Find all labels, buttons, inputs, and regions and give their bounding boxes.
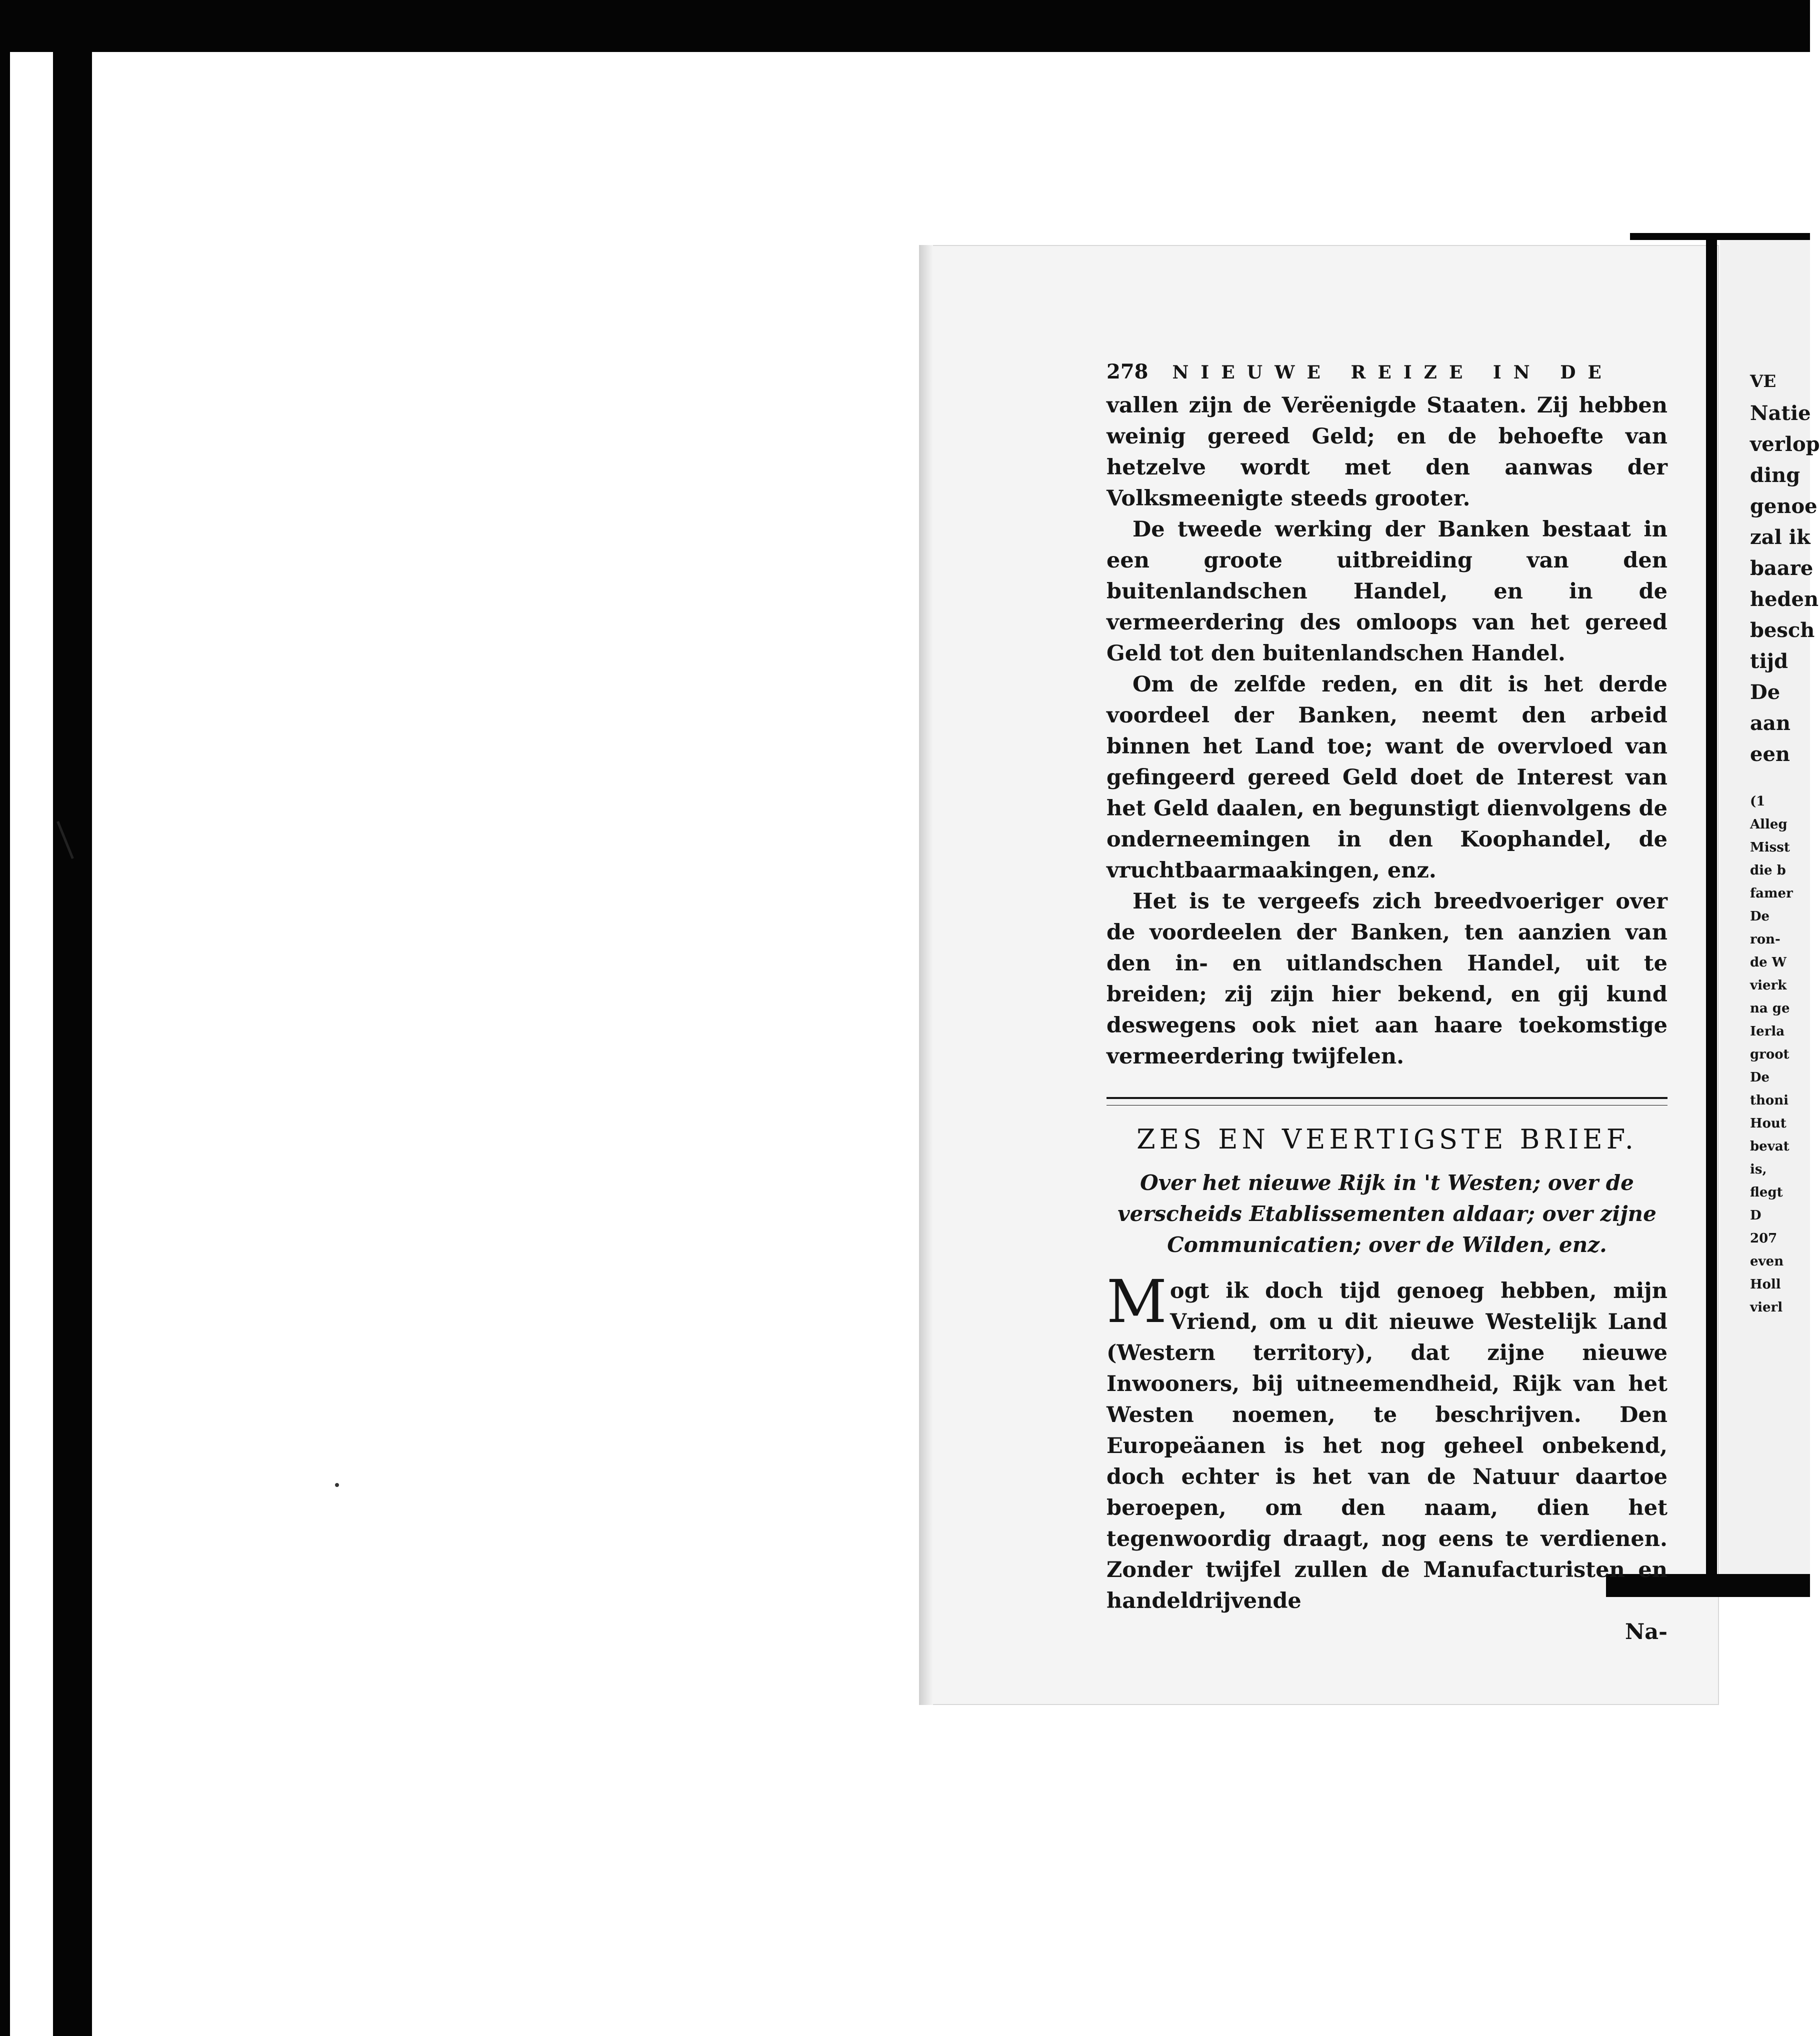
facing-footnote-line: groot: [1750, 1047, 1790, 1062]
paragraph: vallen zijn de Verëenigde Staaten. Zij hebben weinig gereed Geld; en de behoefte van hetzelve wordt met den aanwas der Volksmeenigte steeds grooter.: [1106, 393, 1668, 511]
facing-footnote-line: is,: [1750, 1162, 1767, 1177]
facing-line: verlop: [1750, 432, 1820, 456]
facing-footnote-line: flegt: [1750, 1185, 1783, 1200]
facing-line: besch: [1750, 618, 1815, 642]
facing-line: genoe: [1750, 494, 1818, 518]
chapter-title: ZES EN VEERTIGSTE BRIEF.: [1136, 1124, 1638, 1155]
facing-line: zal ik: [1750, 526, 1810, 549]
facing-footnote-line: Hout: [1750, 1116, 1786, 1131]
scan-frame-left: [53, 40, 92, 2036]
spine-top-bar: [1630, 233, 1810, 240]
facing-line: baare: [1750, 556, 1814, 580]
paragraph: Om de zelfde reden, en dit is het derde voordeel der Banken, neemt den arbeid binnen het Land toe; want de overvloed van gefingeerd gereed Geld doet de Interest van het Geld daalen, en begunstigt dienvolgens de onderneemingen in den Koophandel, de vruchtbaarmaakingen, enz.: [1106, 672, 1668, 883]
facing-footnote-line: vierk: [1750, 978, 1787, 993]
opening-text: ogt ik doch tijd genoeg hebben, mijn Vriend, om u dit nieuwe Westelijk Land (Western territory), dat zijne nieuwe Inwooners, bij uitneemendheid, Rijk van het Westen noemen, te beschrijven. Den Europeäanen is het nog geheel onbekend, doch echter is het van de Natuur daartoe beroepen, om den naam, dien het tegenwoordig draagt, nog eens te verdienen. Zonder twijfel zullen de Manufacturisten en handeldrijvende: [1106, 1278, 1668, 1614]
page-number: 278: [1106, 360, 1148, 384]
paragraph: Het is te vergeefs zich breedvoeriger over de voordeelen der Banken, ten aanzien van den in- en uitlandschen Handel, uit te breiden; zij zijn hier bekend, en gij kund deswegens ook niet aan haare toekomstige vermeerdering twijfelen.: [1106, 889, 1668, 1069]
facing-line: Natie: [1750, 402, 1811, 425]
drop-cap: M: [1106, 1267, 1167, 1336]
facing-footnote-line: na ge: [1750, 1001, 1790, 1016]
facing-footnote-line: Ierla: [1750, 1024, 1785, 1039]
facing-footnote-line: famer: [1750, 886, 1793, 901]
facing-footnote-line: 207: [1750, 1231, 1778, 1246]
running-head-title: NIEUWE REIZE IN DE: [1172, 362, 1614, 383]
facing-line: tijd: [1750, 650, 1788, 673]
facing-footnote-line: De: [1750, 909, 1770, 924]
facing-footnote-line: ron-: [1750, 932, 1780, 947]
facing-footnote-line: thoni: [1750, 1093, 1789, 1108]
scan-frame-top: [0, 0, 1810, 52]
catchword: Na-: [1624, 1620, 1668, 1644]
chapter-divider: [1106, 1097, 1668, 1106]
opening-paragraph: [1106, 1267, 1668, 1616]
facing-line: aan: [1750, 712, 1790, 735]
facing-line: ding: [1750, 464, 1800, 487]
running-head: [1106, 360, 1668, 390]
page-text: [1106, 360, 1668, 1648]
facing-line: De: [1750, 680, 1780, 704]
chapter-summary: Over het nieuwe Rijk in 't Westen; over de verscheids Etablissementen aldaar; over zijne Communicatien; over de Wilden, enz.: [1118, 1170, 1656, 1257]
facing-footnote-line: die b: [1750, 863, 1786, 878]
facing-footnote-line: vierl: [1750, 1300, 1783, 1315]
facing-running-head: VE: [1750, 372, 1776, 392]
book-spine: [1706, 235, 1717, 1585]
facing-footnote-line: Holl: [1750, 1277, 1781, 1292]
facing-page-text: [1750, 370, 1820, 1319]
facing-footnote-line: Misst: [1750, 840, 1790, 855]
facing-footnote-line: De: [1750, 1070, 1770, 1085]
paragraph: De tweede werking der Banken bestaat in een groote uitbreiding van den buitenlandschen Handel, en in de vermeerdering des omloops van het gereed Geld tot den buitenlandschen Handel.: [1106, 517, 1668, 666]
facing-line: heden: [1750, 588, 1819, 611]
facing-footnote-line: bevat: [1750, 1139, 1790, 1154]
page-gutter-shadow: [919, 245, 933, 1705]
facing-line: een: [1750, 742, 1790, 766]
facing-footnote-line: D: [1750, 1208, 1762, 1223]
scan-speck: [335, 1483, 339, 1487]
scan-frame-left-edge: [0, 40, 10, 2036]
facing-footnote-line: (1: [1750, 794, 1766, 809]
facing-footnote-line: Alleg: [1750, 817, 1788, 832]
facing-footnote-line: even: [1750, 1254, 1784, 1269]
facing-footnote-line: de W: [1750, 955, 1786, 970]
